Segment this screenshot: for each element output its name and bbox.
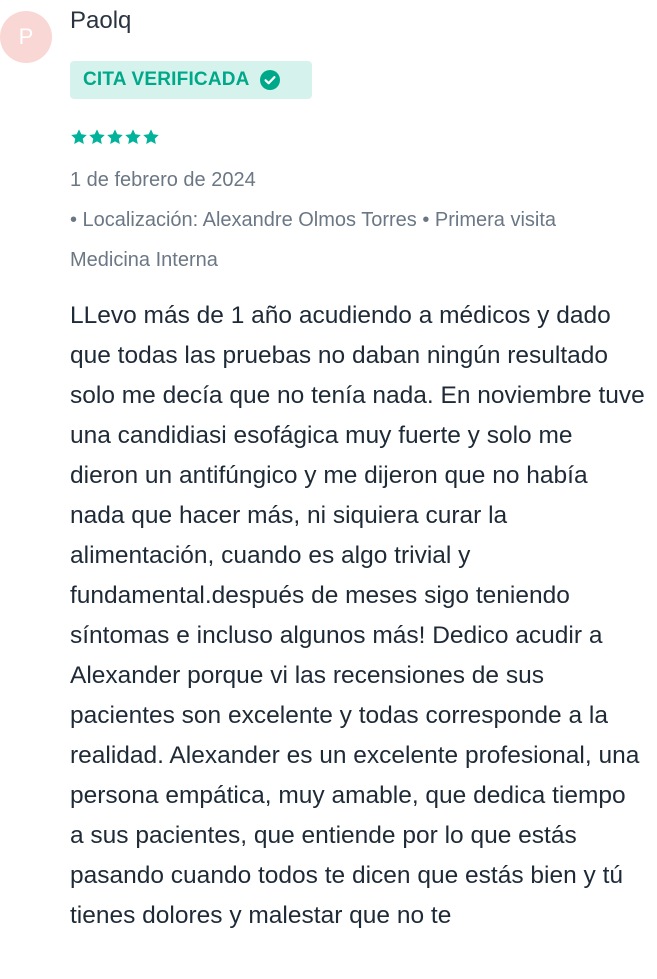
location-label: • Localización: Alexandre Olmos Torres: [70, 209, 417, 231]
star-icon: [106, 128, 124, 146]
specialty-label: Medicina Interna: [70, 249, 218, 271]
review-author-name[interactable]: Paolq: [70, 7, 132, 34]
verified-appointment-badge: [70, 61, 312, 99]
star-icon: [142, 128, 160, 146]
review-body: LLevo más de 1 año acudiendo a médicos y dado que todas las pruebas no daban ningún resultado solo me decía que no tenía nada. En noviembre tuve una candidiasi esofágica muy fuerte y solo me dieron un antifúngico y me dijeron que no había nada que hacer más, ni siquiera curar la alimentación, cuando es algo trivial y fundamental.después de meses sigo teniendo síntomas e incluso algunos más! Dedico acudir a Alexander porque vi las recensiones de sus pacientes son excelente y todas corresponde a la realidad. Alexander es un excelente profesional, una persona empática, muy amable, que dedica tiempo a sus pacientes, que entiende por lo que estás pasando cuando todos te dicen que estás bien y tú tienes dolores y malestar que no te: [70, 302, 645, 929]
verified-badge-label: CITA VERIFICADA: [83, 69, 250, 90]
avatar: P: [0, 11, 52, 63]
visit-meta: [70, 207, 556, 233]
star-icon: [70, 128, 88, 146]
check-circle-icon: [260, 70, 280, 90]
visit-type-label: • Primera visita: [422, 209, 557, 231]
star-rating: [70, 128, 160, 146]
star-icon: [124, 128, 142, 146]
review-date: 1 de febrero de 2024: [70, 169, 256, 191]
star-icon: [88, 128, 106, 146]
